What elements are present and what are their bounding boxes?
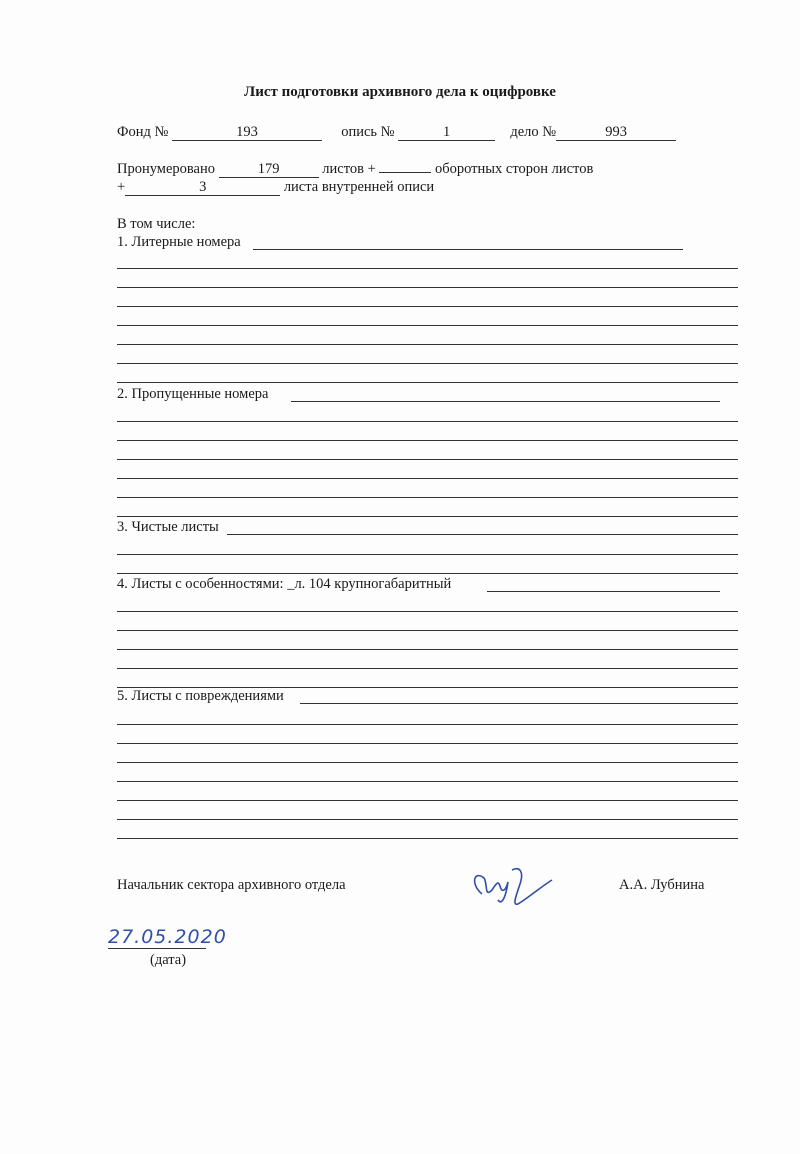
signature-name: А.А. Лубнина — [619, 877, 705, 893]
blank-line — [117, 800, 738, 801]
date-value: 27.05.2020 — [108, 926, 227, 948]
fond-value: 193 — [172, 125, 322, 141]
plus-sign: + — [117, 179, 126, 195]
opis-label: опись № — [341, 124, 395, 140]
blank-line — [117, 687, 738, 688]
blank-line — [117, 668, 738, 669]
blank-line — [117, 306, 738, 307]
signature-position: Начальник сектора архивного отдела — [117, 877, 346, 893]
numbered-label: Пронумеровано — [117, 161, 216, 177]
blank-line — [117, 382, 738, 383]
blank-line — [117, 344, 738, 345]
blank-line — [117, 497, 738, 498]
blank-line — [117, 440, 738, 441]
document-title: Лист подготовки архивного дела к оцифровке — [244, 84, 556, 100]
blank-line — [117, 743, 738, 744]
including-label: В том числе: — [117, 216, 196, 232]
blank-line — [117, 287, 738, 288]
blank-line — [117, 819, 738, 820]
blank-line — [117, 421, 738, 422]
blank-line — [117, 516, 738, 517]
numbered-value: 179 — [219, 162, 319, 178]
blank-line — [117, 630, 738, 631]
section-3-label: 3. Чистые листы — [117, 519, 219, 535]
blank-line — [117, 611, 738, 612]
opis-value: 1 — [398, 125, 495, 141]
section-5-label: 5. Листы с повреждениями — [117, 688, 284, 704]
inner-value: 3 — [125, 180, 280, 196]
blank-line — [117, 762, 738, 763]
blank-line — [117, 325, 738, 326]
blank-line — [117, 478, 738, 479]
date-label: (дата) — [150, 952, 187, 968]
blank-line — [117, 268, 738, 269]
section-4-title: 4. Листы с особенностями: — [117, 576, 284, 592]
blank-line — [117, 459, 738, 460]
section-1-label: 1. Литерные номера — [117, 234, 241, 250]
blank-line — [117, 838, 738, 839]
inner-inventory-row — [117, 179, 434, 196]
case-identifiers-row — [117, 124, 676, 141]
blank-line — [117, 649, 738, 650]
section-4-label — [117, 576, 451, 593]
blank-line — [117, 363, 738, 364]
handwritten-signature-icon — [462, 862, 557, 917]
blank-line — [117, 724, 738, 725]
reverse-label: оборотных сторон листов — [435, 161, 594, 177]
delo-label: дело № — [510, 124, 557, 140]
numbered-row — [117, 161, 593, 178]
fond-label: Фонд № — [117, 124, 169, 140]
blank-line — [117, 781, 738, 782]
blank-line — [117, 573, 738, 574]
blank-line — [117, 554, 738, 555]
reverse-value — [379, 172, 431, 173]
delo-value: 993 — [556, 125, 676, 141]
section-2-label: 2. Пропущенные номера — [117, 386, 269, 402]
inner-label: листа внутренней описи — [283, 179, 435, 195]
sheets-label: листов + — [322, 161, 376, 177]
section-4-value: _л. 104 крупногабаритный — [287, 576, 452, 592]
